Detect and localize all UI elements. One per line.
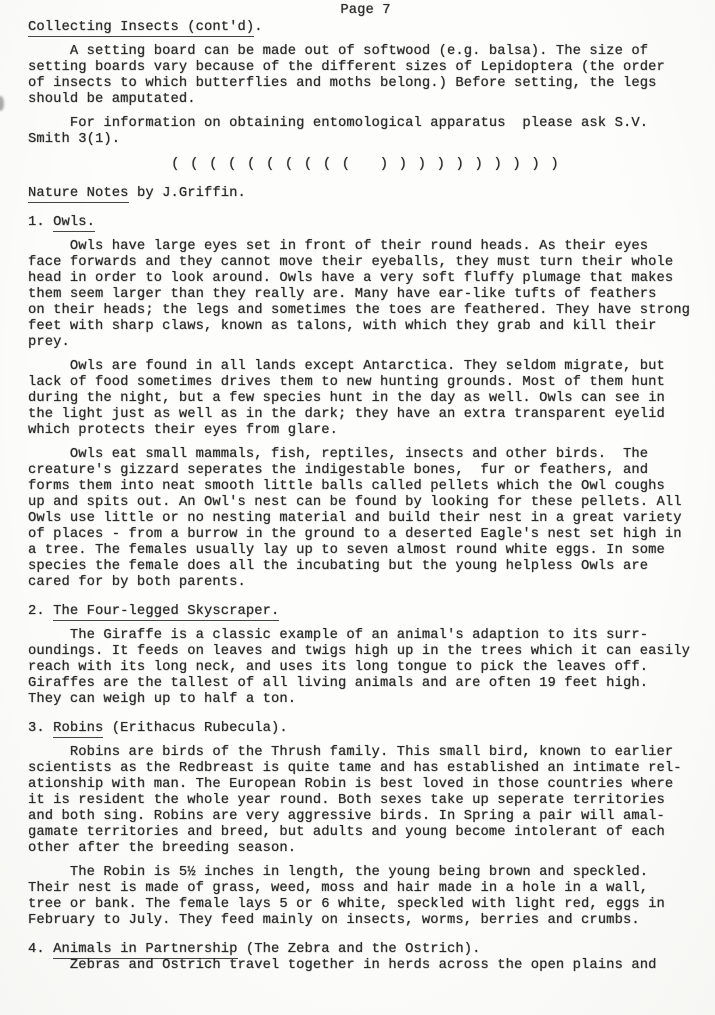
intro-paragraphs <box>28 44 703 148</box>
text-line: lack of food sometimes drives them to new hunting grounds. Most of them hunt <box>28 375 665 390</box>
section-heading <box>28 215 703 231</box>
section-number: 3. <box>28 721 54 736</box>
text-line: Owls are found in all lands except Antarctica. They seldom migrate, but <box>28 359 665 374</box>
text-line: For information on obtaining entomological apparatus please ask S.V. <box>28 116 649 131</box>
paragraph <box>28 239 703 351</box>
text-line: They can weigh up to half a ton. <box>28 692 297 707</box>
text-line: it is resident the whole year round. Both sexes take up seperate territories <box>28 793 665 808</box>
text-line: scientists as the Redbreast is quite tame and has established an intimate rel- <box>28 761 682 776</box>
text-line: a tree. The females usually lay up to seven almost round white eggs. In some <box>28 543 665 558</box>
text-line: prey. <box>28 335 70 350</box>
text-line: creature's gizzard seperates the indigestable bones, fur or feathers, and <box>28 463 649 478</box>
text-line: them seem larger than they really are. Many have ear-like tufts of feathers <box>28 287 657 302</box>
sections-container <box>28 215 703 974</box>
paragraph <box>28 865 703 929</box>
text-line: Owls use little or no nesting material and build their nest in a great variety <box>28 511 682 526</box>
text-line: gamate territories and breed, but adults and young become intolerant of each <box>28 825 665 840</box>
text-line: ationship with man. The European Robin is best loved in those countries where <box>28 777 674 792</box>
text-line: Robins are birds of the Thrush family. This small bird, known to earlier <box>28 745 674 760</box>
byline-title: Nature Notes <box>28 186 129 201</box>
section-title-suffix: (Erithacus Rubecula). <box>103 721 288 736</box>
text-line: February to July. They feed mainly on insects, worms, berries and crumbs. <box>28 913 640 928</box>
page-number: Page 7 <box>340 3 391 18</box>
text-line: the light just as well as in the dark; they have an extra transparent eyelid <box>28 407 665 422</box>
document-title <box>28 20 703 36</box>
text-line: The Giraffe is a classic example of an animal's adaption to its surr- <box>28 628 649 643</box>
text-line: species the female does all the incubating but the young helpless Owls are <box>28 559 649 574</box>
text-line: on their heads; the legs and sometimes the toes are feathered. They have strong <box>28 303 690 318</box>
text-line: should be amputated. <box>28 92 196 107</box>
section-number: 1. <box>28 215 54 230</box>
document-title-text: Collecting Insects (cont'd) <box>28 20 255 35</box>
section-title-suffix: (The Zebra and the Ostrich). <box>237 942 481 957</box>
text-line: during the night, but a few species hunt in the day as well. Owls can see in <box>28 391 665 406</box>
text-line: and both sing. Robins are very aggressive birds. In Spring a pair will amal- <box>28 809 665 824</box>
text-line: Smith 3(1). <box>28 132 121 147</box>
paragraph <box>28 359 703 439</box>
paragraph <box>28 447 703 591</box>
byline <box>28 186 703 202</box>
section-heading <box>28 942 703 958</box>
section-title: Owls. <box>53 215 96 230</box>
text-line: Owls eat small mammals, fish, reptiles, insects and other birds. The <box>28 447 649 462</box>
text-line: which protects their eyes from glare. <box>28 423 339 438</box>
text-line: Zebras and Ostrich travel together in herds across the open plains and <box>28 958 657 973</box>
text-line: Their nest is made of grass, weed, moss and hair made in a hole in a wall, <box>28 881 649 896</box>
text-line: feet with sharp claws, known as talons, with which they grab and kill their <box>28 319 657 334</box>
text-line: reach with its long neck, and uses its long tongue to pick the leaves off. <box>28 660 649 675</box>
text-line: forms them into neat smooth little balls called pellets which the Owl coughs <box>28 479 665 494</box>
text-line: head in order to look around. Owls have a very soft fluffy plumage that makes <box>28 271 674 286</box>
text-line: face forwards and they cannot move their eyeballs, they must turn their whole <box>28 255 674 270</box>
section-number: 4. <box>28 942 54 957</box>
paragraph <box>28 745 703 857</box>
text-line: up and spits out. An Owl's nest can be found by looking for these pellets. All <box>28 495 682 510</box>
text-line: setting boards vary because of the different sizes of Lepidoptera (the order <box>28 60 665 75</box>
text-line: A setting board can be made out of softwood (e.g. balsa). The size of <box>28 44 649 59</box>
section-title: The Four-legged Skyscraper. <box>53 604 280 619</box>
section-title: Robins <box>53 721 104 736</box>
text-line: Owls have large eyes set in front of their round heads. As their eyes <box>28 239 649 254</box>
document-title-period: . <box>254 20 263 35</box>
text-line: tree or bank. The female lays 5 or 6 white, speckled with light red, eggs in <box>28 897 665 912</box>
text-line: cared for by both parents. <box>28 575 246 590</box>
byline-author: by J.Griffin. <box>128 186 246 201</box>
text-line: oundings. It feeds on leaves and twigs high up in the trees which it can easily <box>28 644 690 659</box>
paragraph <box>28 958 703 974</box>
text-line: Giraffes are the tallest of all living animals and are often 19 feet high. <box>28 676 649 691</box>
paragraph <box>28 44 703 108</box>
section-title: Animals in Partnership <box>53 942 238 957</box>
paragraph <box>28 628 703 708</box>
section-heading <box>28 604 703 620</box>
section-number: 2. <box>28 604 54 619</box>
decorative-divider: ( ( ( ( ( ( ( ( ( ( ) ) ) ) ) ) ) ) ) ) <box>171 157 560 172</box>
paragraph <box>28 116 703 148</box>
text-line: of places - from a burrow in the ground to a deserted Eagle's nest set high in <box>28 527 682 542</box>
section-heading <box>28 721 703 737</box>
text-line: other after the breeding season. <box>28 841 297 856</box>
text-line: The Robin is 5½ inches in length, the young being brown and speckled. <box>28 865 649 880</box>
text-line: of insects to which butterflies and moths belong.) Before setting, the legs <box>28 76 657 91</box>
